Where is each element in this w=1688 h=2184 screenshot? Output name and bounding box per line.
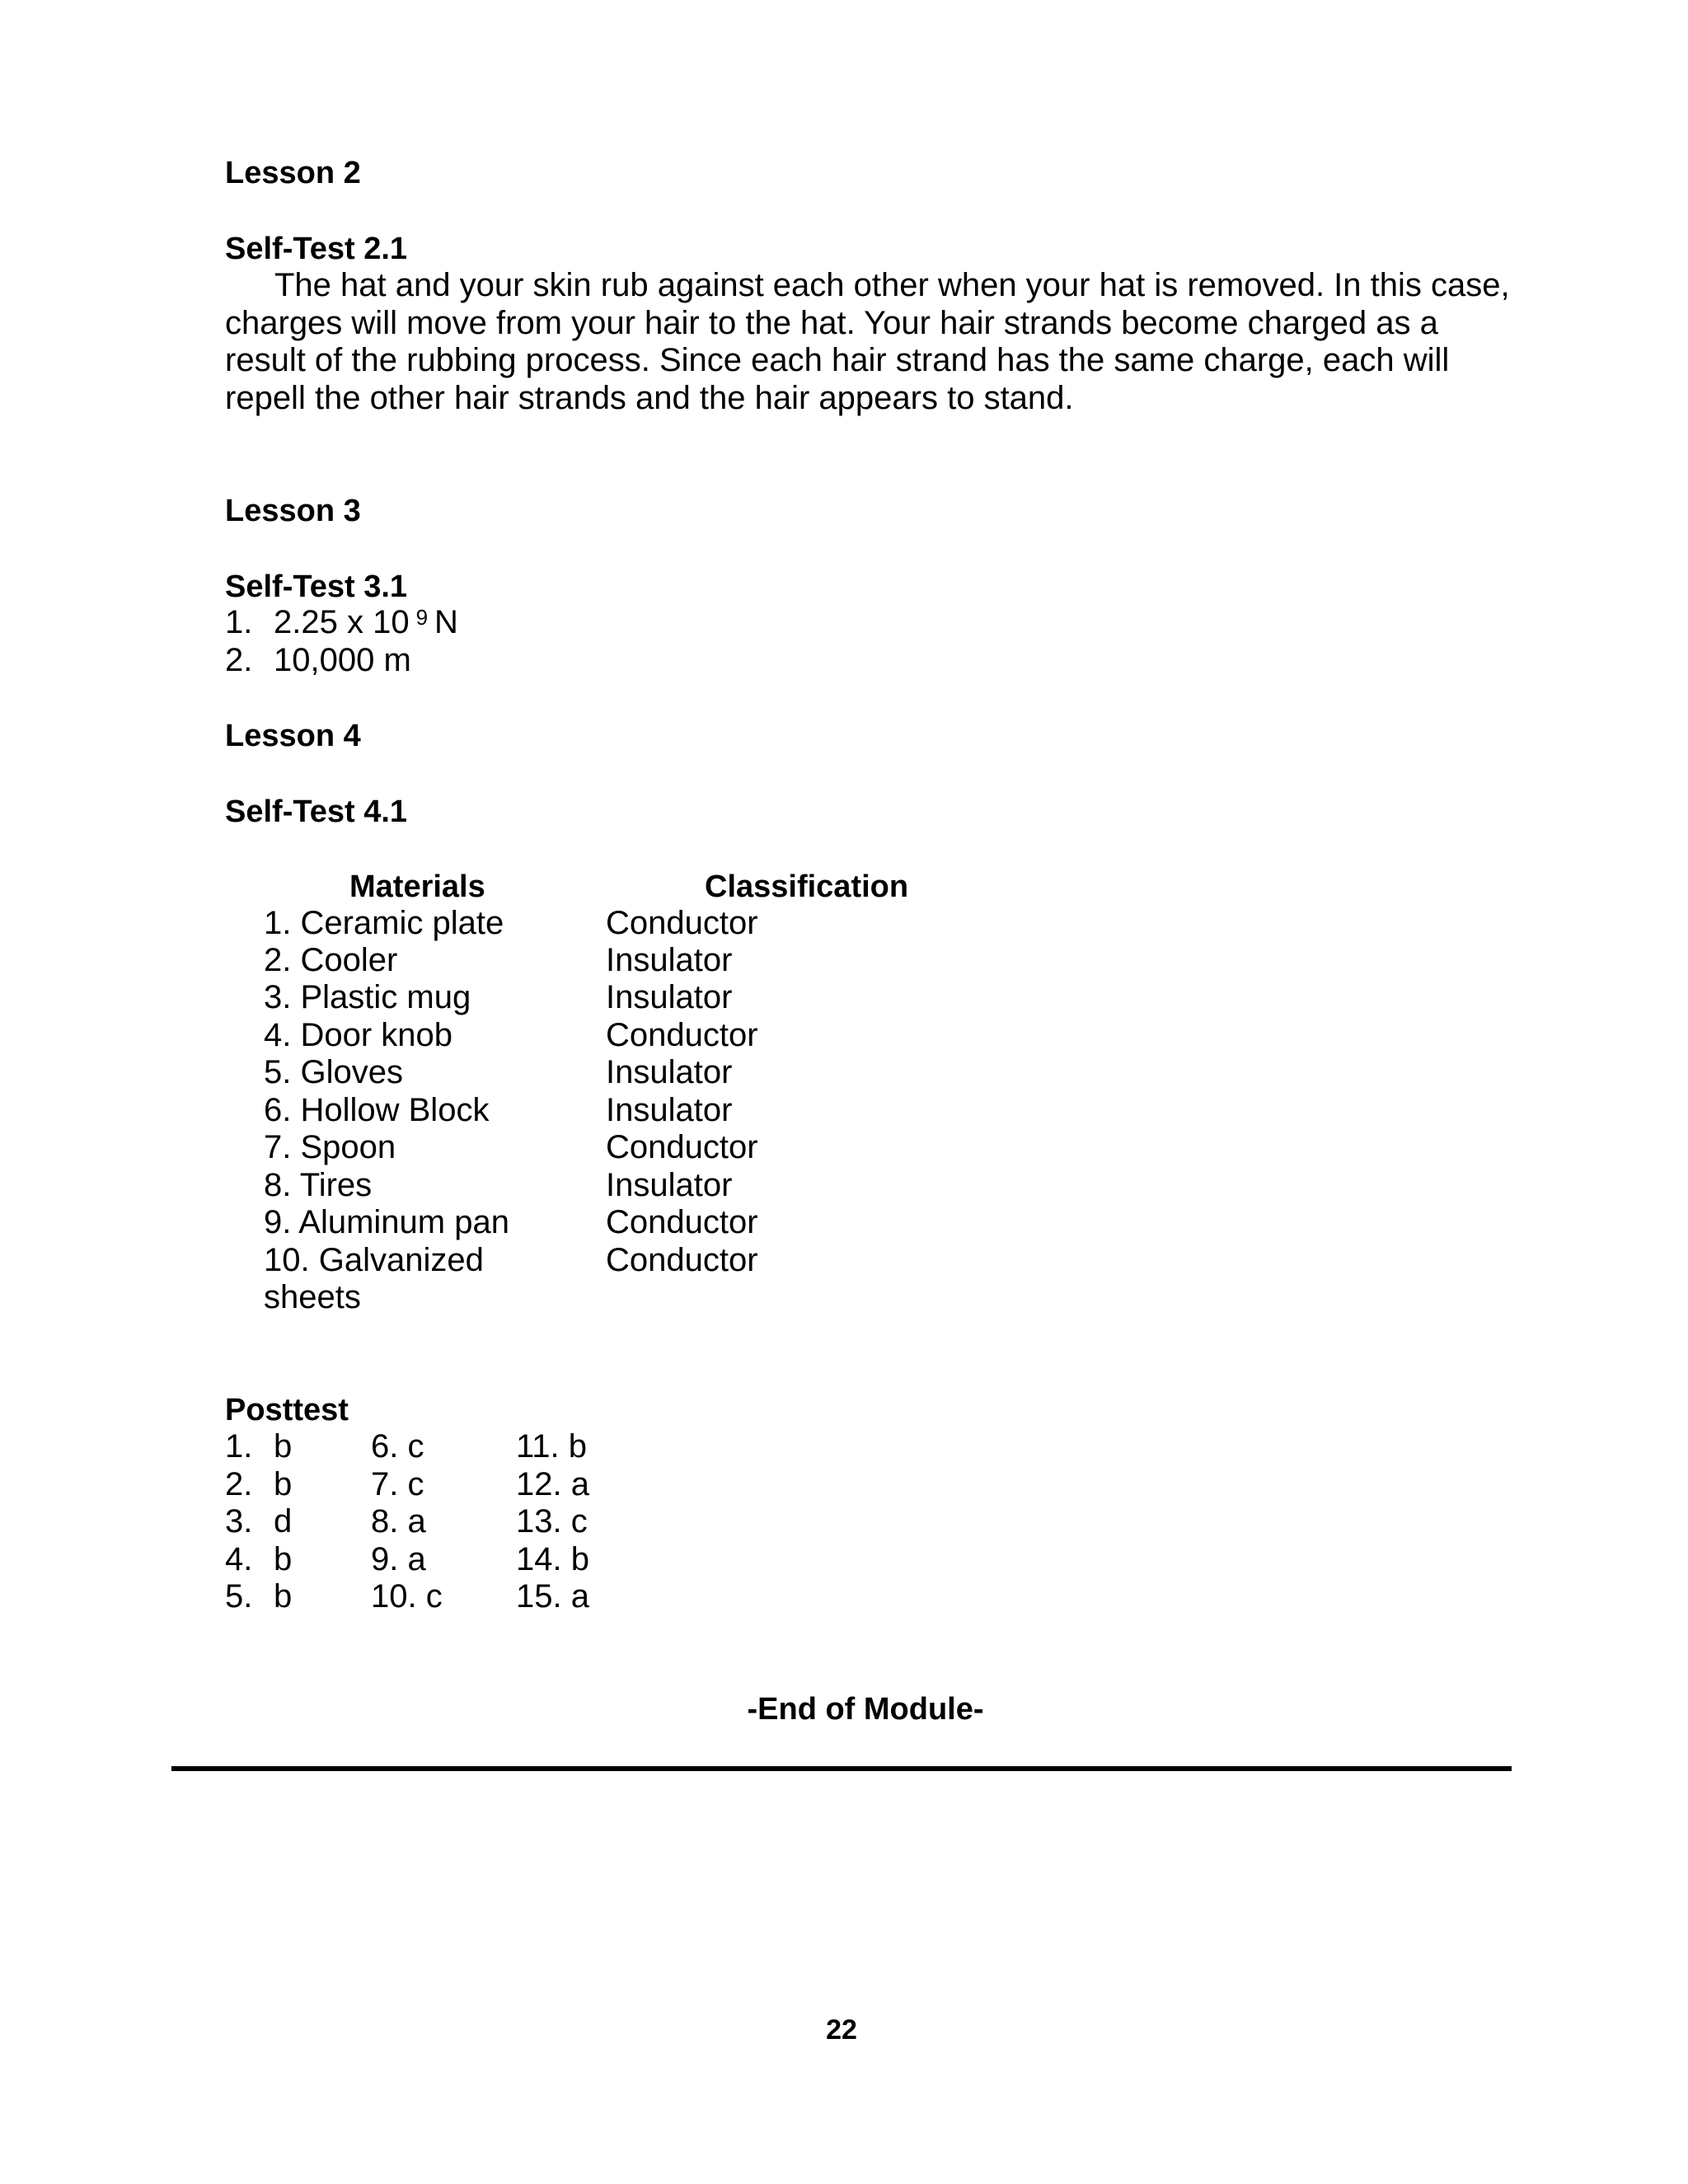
page-number: 22 [826,2014,857,2046]
material-cell: 5. Gloves [264,1054,403,1090]
posttest-answer: 14. b [516,1541,589,1577]
posttest-number: 2. [225,1466,253,1502]
material-cell: 10. Galvanized [264,1242,484,1278]
classification-cell: Insulator [606,1167,733,1203]
posttest-answer: b [274,1428,293,1465]
posttest-answer: b [274,1578,293,1615]
material-cell: 9. Aluminum pan [264,1204,509,1240]
end-of-module-text: -End of Module- [747,1692,984,1727]
posttest-number: 3. [225,1503,253,1540]
posttest-answer: 10. c [371,1578,443,1615]
posttest-answer: 9. a [371,1541,426,1577]
material-cell: 1. Ceramic plate [264,905,504,941]
posttest-answer: 13. c [516,1503,588,1540]
lesson-3-heading: Lesson 3 [225,494,361,528]
self-test-2-1-answer-paragraph [225,267,1511,417]
posttest-answer: b [274,1466,293,1502]
classification-cell: Insulator [606,979,733,1015]
self-test-4-1-heading: Self-Test 4.1 [225,794,408,829]
classification-cell: Insulator [606,1054,733,1090]
lesson-2-heading: Lesson 2 [225,156,361,190]
classification-cell: Conductor [606,1204,758,1240]
posttest-number: 4. [225,1541,253,1577]
paragraph-line: charges will move from your hair to the hat. Your hair strands become charged as a [225,304,1438,341]
material-cell: 7. Spoon [264,1129,396,1165]
answer-distance-value: 10,000 m [274,642,411,678]
lesson-4-heading: Lesson 4 [225,719,361,753]
posttest-answer: 8. a [371,1503,426,1540]
classification-cell: Insulator [606,1092,733,1128]
force-mantissa: 2.25 x 10 [274,604,410,640]
posttest-answer: b [274,1541,293,1577]
force-exponent: 9 [415,605,429,630]
paragraph-line: repell the other hair strands and the hair appears to stand. [225,379,1074,416]
answer-number: 2. [225,642,253,678]
material-cell: 3. Plastic mug [264,979,471,1015]
material-cell: 4. Door knob [264,1017,453,1053]
classification-cell: Conductor [606,1129,758,1165]
classification-cell: Insulator [606,942,733,978]
classification-column-header: Classification [705,869,909,904]
answer-force-value [274,603,458,641]
self-test-3-1-heading: Self-Test 3.1 [225,569,408,604]
classification-cell: Conductor [606,1242,758,1278]
posttest-answer: 12. a [516,1466,589,1502]
posttest-answer: 15. a [516,1578,589,1615]
material-cell: 6. Hollow Block [264,1092,490,1128]
material-cell-continuation: sheets [264,1279,361,1315]
answer-number: 1. [225,604,253,640]
material-cell: 2. Cooler [264,942,398,978]
paragraph-line: result of the rubbing process. Since each hair strand has the same charge, each will [225,342,1450,378]
posttest-answer: 11. b [516,1428,587,1465]
posttest-answer: 6. c [371,1428,424,1465]
posttest-answer: d [274,1503,293,1540]
force-unit: N [434,604,458,640]
posttest-answer: 7. c [371,1466,424,1502]
posttest-number: 1. [225,1428,253,1465]
posttest-number: 5. [225,1578,253,1615]
classification-cell: Conductor [606,1017,758,1053]
material-cell: 8. Tires [264,1167,373,1203]
posttest-heading: Posttest [225,1393,349,1427]
classification-cell: Conductor [606,905,758,941]
horizontal-rule [171,1766,1512,1771]
self-test-2-1-heading: Self-Test 2.1 [225,232,408,266]
paragraph-line: The hat and your skin rub against each other when your hat is removed. In this case, [274,267,1510,303]
materials-column-header: Materials [349,869,485,904]
